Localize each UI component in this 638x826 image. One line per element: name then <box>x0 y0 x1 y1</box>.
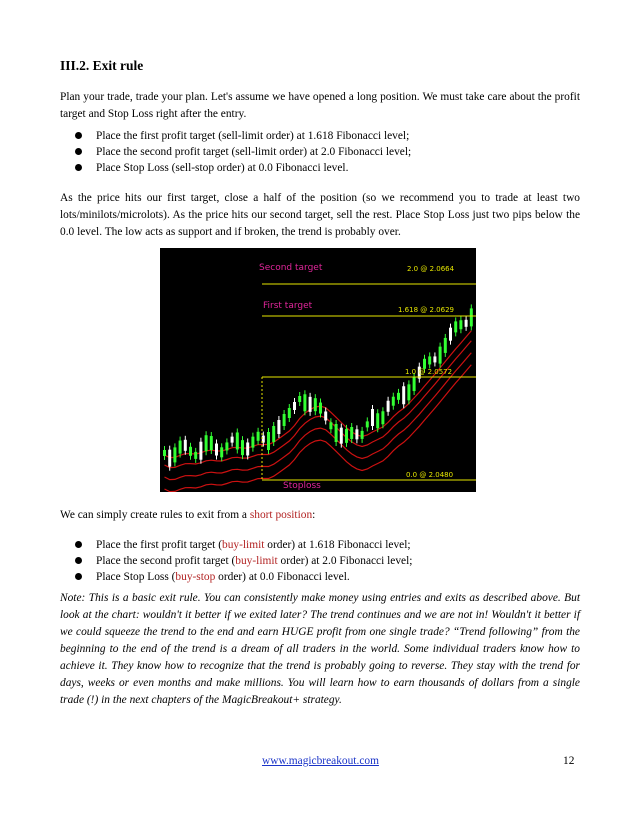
candle-body <box>251 437 254 448</box>
long-rules-list <box>74 128 411 176</box>
candle-body <box>355 429 358 439</box>
candle-body <box>283 414 286 426</box>
footer-website-link[interactable]: www.magicbreakout.com <box>262 755 379 767</box>
fib-level-1-618-label: 1.618 @ 2.0629 <box>398 306 454 314</box>
candle-body <box>371 409 374 426</box>
fib-level-2-0-label: 2.0 @ 2.0664 <box>407 265 455 273</box>
bullet-icon <box>75 573 82 580</box>
candle-body <box>428 356 431 364</box>
fib-level-1-0-label: 1.0 @ 2.0572 <box>405 368 453 376</box>
candle-body <box>376 413 379 428</box>
candle-body <box>267 432 270 450</box>
candle-body <box>272 426 275 442</box>
candle-body <box>184 440 187 451</box>
candle-body <box>381 411 384 424</box>
section-title: III.2. Exit rule <box>60 58 144 73</box>
candle-body <box>350 427 353 439</box>
candle-body <box>189 447 192 456</box>
stoploss-label: Stoploss <box>283 481 321 491</box>
short-position-text: short position <box>249 509 313 521</box>
list-item: Place Stop Loss (buy-stop order) at 0.0 Fibonacci level. <box>74 569 412 585</box>
second-target-label: Second target <box>259 263 323 273</box>
candlesticks <box>163 304 473 470</box>
candle-body <box>387 401 390 412</box>
candle-body <box>470 308 473 326</box>
candle-body <box>194 452 197 459</box>
page-number: 12 <box>563 755 575 767</box>
candle-body <box>324 411 327 420</box>
candle-body <box>407 384 410 400</box>
candle-body <box>225 442 228 450</box>
candle-body <box>366 421 369 427</box>
candle-body <box>449 328 452 341</box>
intro-paragraph: Plan your trade, trade your plan. Let's assume we have opened a long position. We must take care about the profit target and Stop Loss right after the entry. <box>60 91 580 120</box>
short-rules-list <box>74 537 412 585</box>
note-paragraph: Note: This is a basic exit rule. You can consistently make money using entries and exits as described above. But look at the chart: wouldn't it better if we exited later? The trend continues and we are not in! Wouldn't it better if we could squeeze the trend to the end and earn HUGE profit from one single trade? “Trend following” from the beginning to the end of the trend is a dream of all traders in the world. Some individual traders know how to achieve it. They know how to recognize that the trend is probably going to reverse. They stay with the trend for days, weeks or even months and make millions. You will learn how to earn thousands of dollars from a single trade (!) in the next chapters of the MagicBreakout+ strategy. <box>60 592 580 706</box>
candle-body <box>454 321 457 332</box>
candle-body <box>402 386 405 404</box>
short-intro-paragraph: We can simply create rules to exit from a short position: <box>60 509 316 521</box>
candle-body <box>335 424 338 442</box>
candle-body <box>309 397 312 412</box>
candle-body <box>319 403 322 414</box>
candle-body <box>168 450 171 467</box>
candle-body <box>392 397 395 406</box>
candle-body <box>298 396 301 402</box>
bullet-icon <box>75 164 82 171</box>
candle-body <box>433 356 436 362</box>
candle-body <box>199 442 202 460</box>
candle-body <box>163 450 166 456</box>
explanation-paragraph: As the price hits our first target, close a half of the position (so we recommend you to trade at least two lots/minilots/microlots). As the price hits our second target, sell the rest. Place Stop Loss just two pips below the 0.0 level. The low acts as support and if broken, the trend is probably over. <box>60 192 580 238</box>
candle-body <box>345 429 348 443</box>
candle-body <box>179 441 182 454</box>
candle-body <box>465 320 468 327</box>
list-item: Place the first profit target (buy-limit order) at 1.618 Fibonacci level; <box>74 537 412 553</box>
candle-body <box>361 431 364 439</box>
list-item: Place the second profit target (sell-limit order) at 2.0 Fibonacci level; <box>74 144 411 160</box>
first-target-label: First target <box>263 301 313 311</box>
candle-body <box>444 338 447 353</box>
candle-body <box>340 428 343 444</box>
moving-average-bands <box>165 331 472 492</box>
candle-body <box>220 447 223 457</box>
candle-body <box>205 435 208 451</box>
candle-body <box>246 442 249 455</box>
candle-body <box>459 320 462 329</box>
candle-body <box>241 440 244 455</box>
candle-body <box>231 437 234 443</box>
list-item: Place Stop Loss (sell-stop order) at 0.0 Fibonacci level. <box>74 160 411 176</box>
candle-body <box>439 347 442 364</box>
price-chart <box>160 248 476 492</box>
list-item: Place the second profit target (buy-limit order) at 2.0 Fibonacci level; <box>74 553 412 569</box>
bullet-icon <box>75 148 82 155</box>
candle-body <box>215 444 218 456</box>
bullet-icon <box>75 132 82 139</box>
fib-level-0-0-label: 0.0 @ 2.0480 <box>406 471 454 479</box>
list-item: Place the first profit target (sell-limit order) at 1.618 Fibonacci level; <box>74 128 411 144</box>
candle-body <box>397 393 400 400</box>
candle-body <box>329 422 332 429</box>
candle-body <box>257 432 260 441</box>
candle-body <box>293 402 296 410</box>
candle-body <box>303 394 306 411</box>
candle-body <box>210 436 213 450</box>
candle-body <box>277 420 280 434</box>
candle-body <box>413 377 416 391</box>
chart-svg <box>160 248 476 492</box>
bullet-icon <box>75 541 82 548</box>
bullet-icon <box>75 557 82 564</box>
candle-body <box>236 432 239 449</box>
candle-body <box>314 398 317 411</box>
candle-body <box>288 408 291 418</box>
candle-body <box>173 447 176 462</box>
